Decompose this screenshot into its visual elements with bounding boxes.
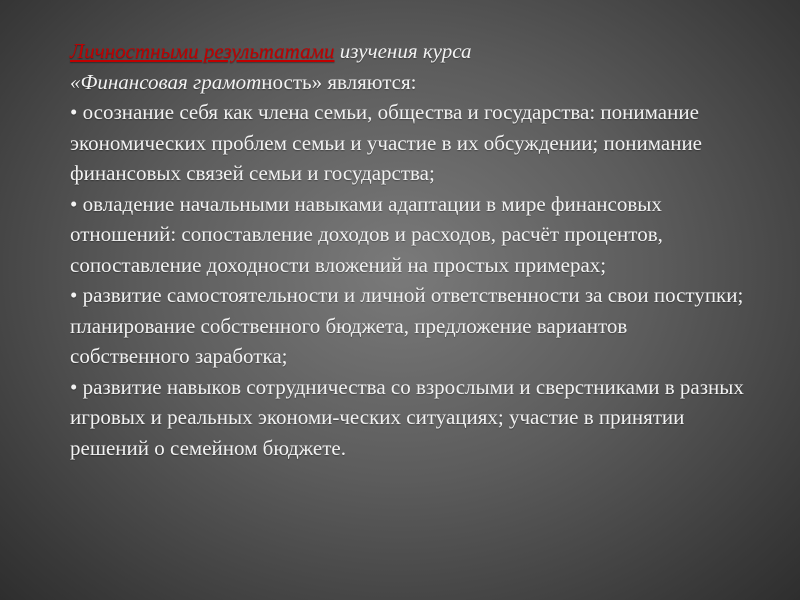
intro-text-end: являются: [322, 69, 417, 94]
course-name-tail: ность» [261, 69, 323, 94]
bullet-item: • овладение начальными навыками адаптации в мире финансовых отношений: сопоставление доходов и расходов, расчёт процентов, сопоставление доходности вложений на простых примерах; [70, 191, 663, 277]
highlighted-phrase: Личностными результатами [70, 39, 335, 63]
course-name-italic: «Финансовая грамот [70, 69, 262, 94]
bullet-item: • развитие самостоятельности и личной ответственности за свои поступки; планирование собственного бюджета, предложение вариантов собственного заработка; [70, 283, 744, 368]
bullet-item: • развитие навыков сотрудничества со взрослыми и сверстниками в разных игровых и реальных экономи-ческих ситуациях; участие в принятии решений о семейном бюджете. [70, 374, 744, 460]
intro-paragraph [70, 36, 750, 97]
intro-text: изучения курса [334, 39, 472, 63]
slide-text-body [70, 36, 750, 463]
bullet-item: • осознание себя как члена семьи, общества и государства: понимание экономических проблем семьи и участие в их обсуждении; понимание финансовых связей семьи и государства; [70, 100, 702, 185]
